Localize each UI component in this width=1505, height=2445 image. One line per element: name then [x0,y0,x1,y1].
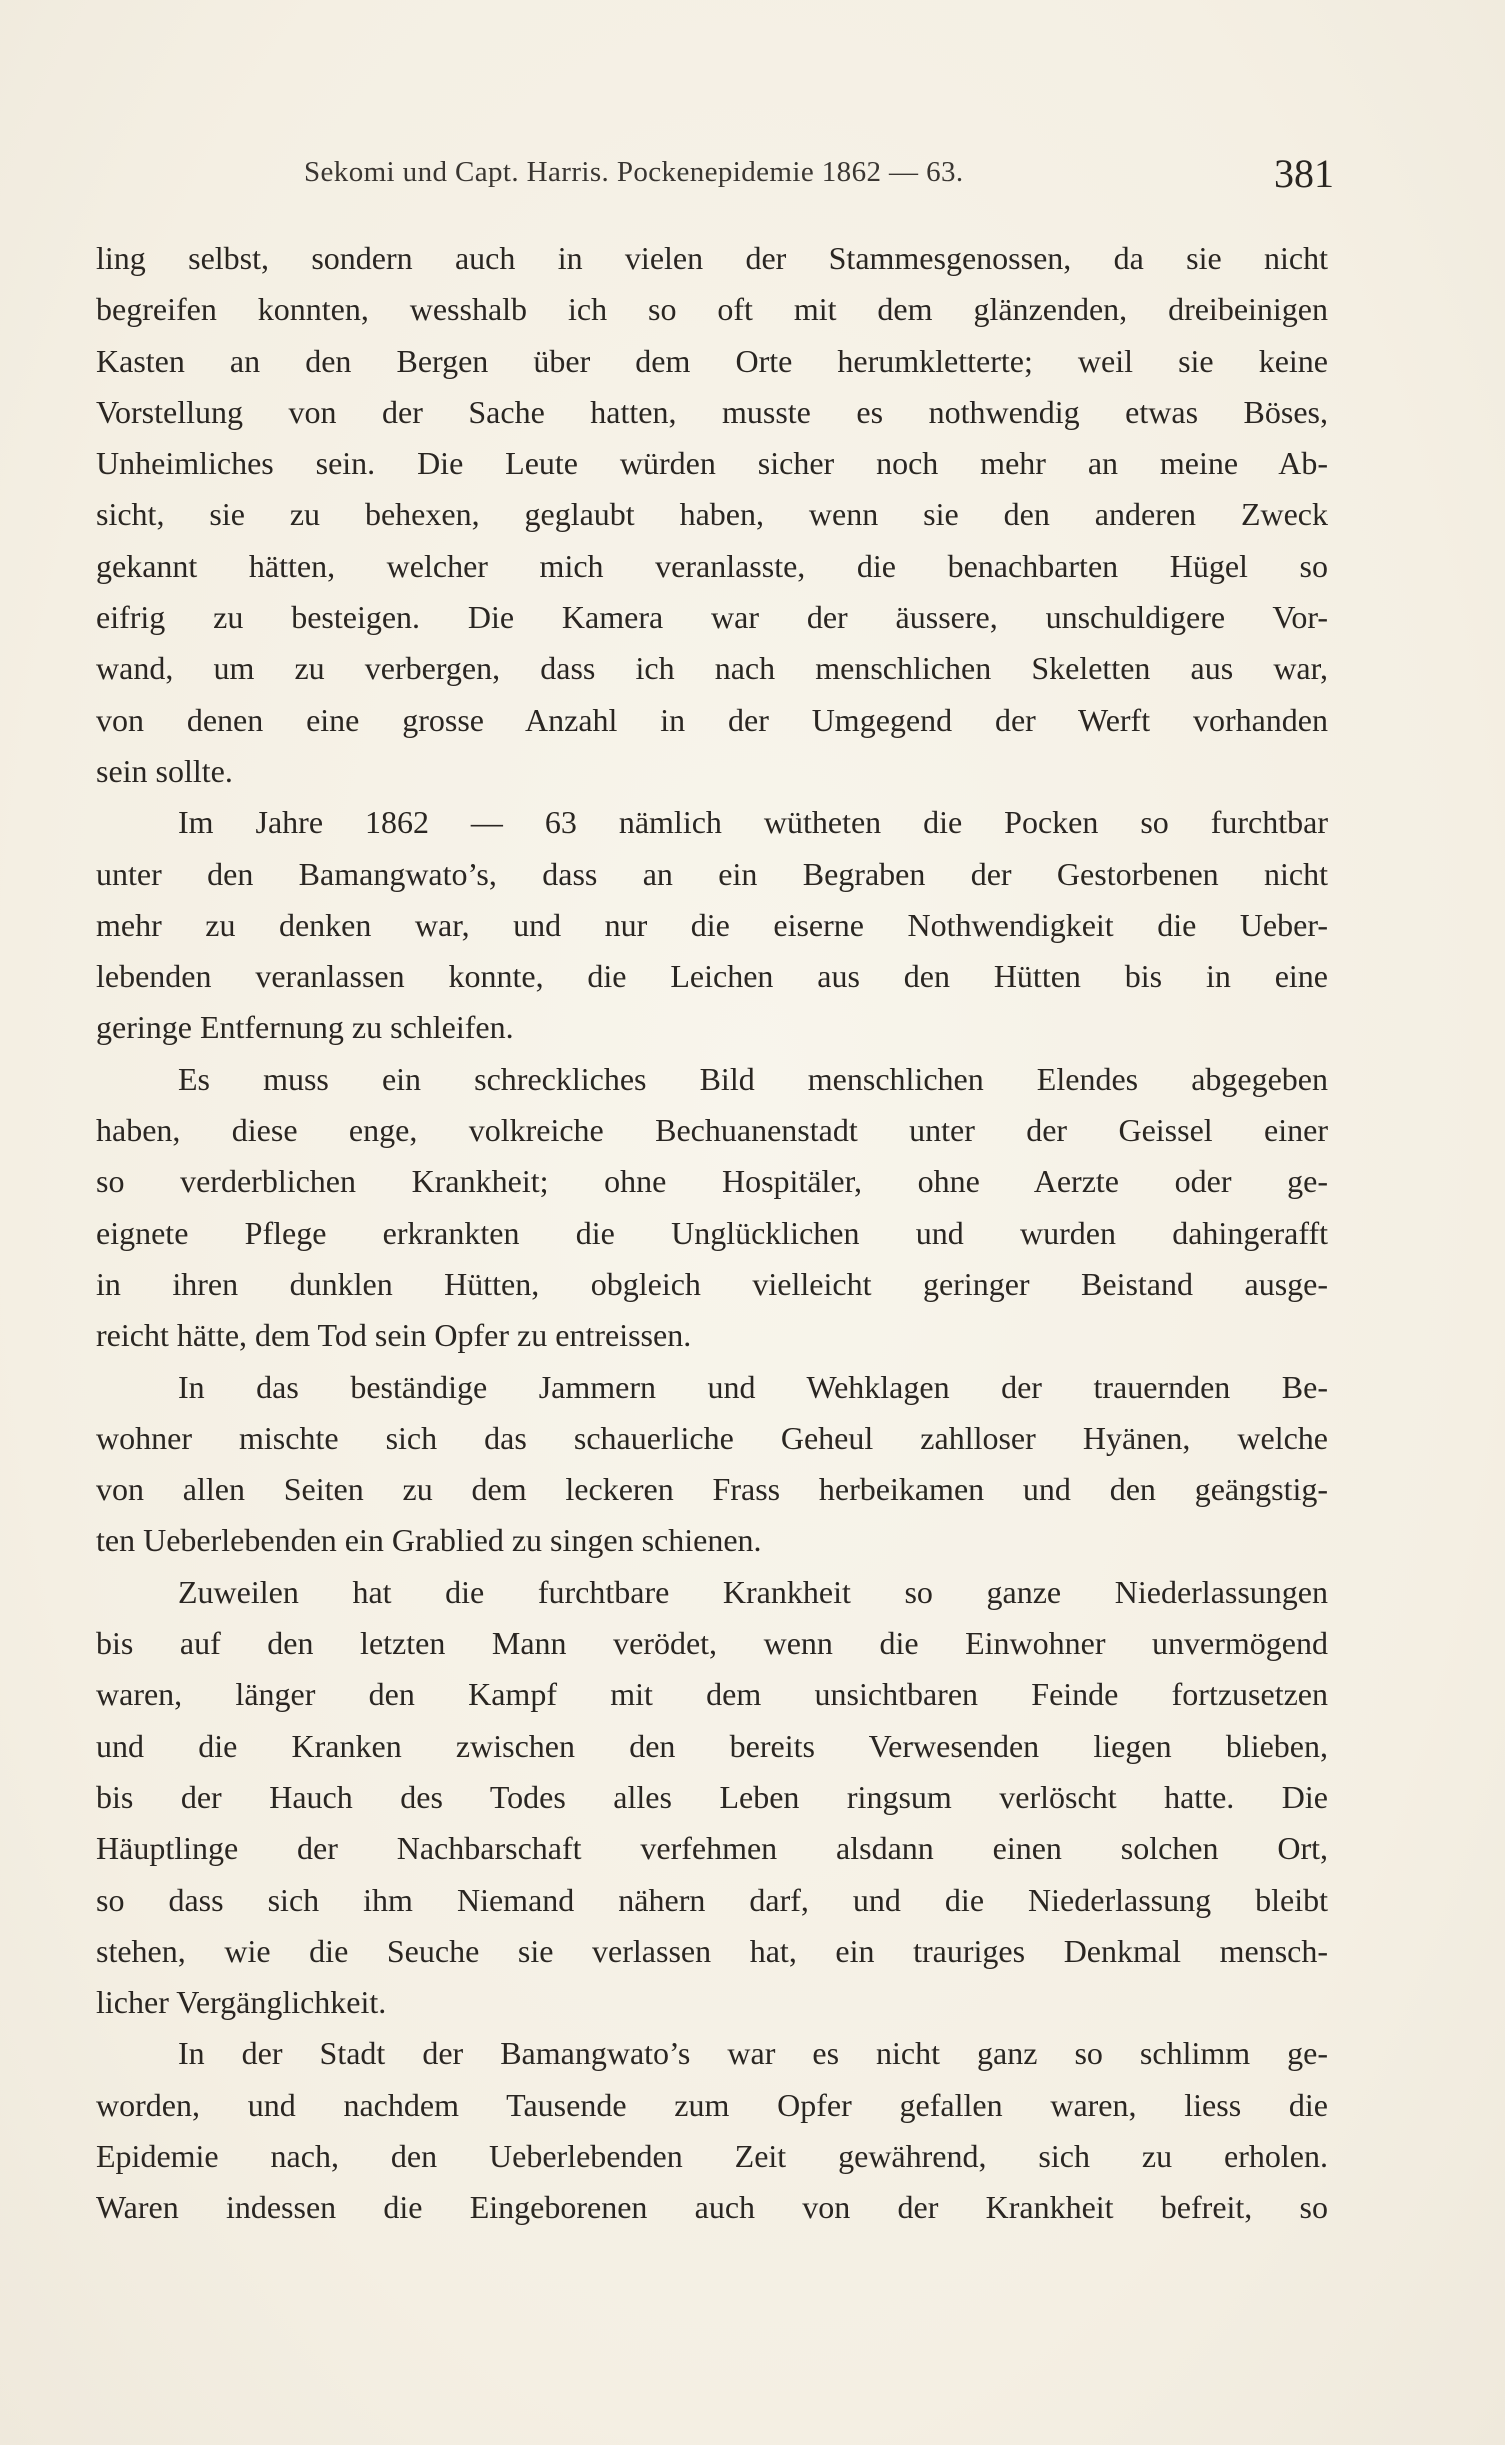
text-line: unter den Bamangwato’s, dass an ein Begraben der Gestorbenen nicht [96,855,1328,892]
text-line: bis der Hauch des Todes alles Leben ringsum verlöscht hatte. Die [96,1778,1328,1815]
text-line: Zuweilen hat die furchtbare Krankheit so ganze Niederlassungen [178,1573,1328,1610]
text-line: Epidemie nach, den Ueberlebenden Zeit gewährend, sich zu erholen. [96,2137,1328,2174]
text-line: Häuptlinge der Nachbarschaft verfehmen alsdann einen solchen Ort, [96,1830,1328,1867]
text-line: Im Jahre 1862 — 63 nämlich wütheten die Pocken so furchtbar [178,804,1328,841]
text-line: geringe Entfernung zu schleifen. [96,1009,514,1046]
text-line: sicht, sie zu behexen, geglaubt haben, wenn sie den anderen Zweck [96,496,1328,533]
text-line: Kasten an den Bergen über dem Orte herumkletterte; weil sie keine [96,342,1328,379]
text-line: reicht hätte, dem Tod sein Opfer zu entreissen. [96,1317,692,1354]
text-line: Es muss ein schreckliches Bild menschlichen Elendes abgegeben [178,1060,1328,1097]
text-line: wand, um zu verbergen, dass ich nach menschlichen Skeletten aus war, [96,650,1328,687]
text-line: waren, länger den Kampf mit dem unsichtbaren Feinde fortzusetzen [96,1676,1328,1713]
text-line: In der Stadt der Bamangwato’s war es nicht ganz so schlimm ge- [178,2035,1328,2072]
text-line: haben, diese enge, volkreiche Bechuanenstadt unter der Geissel einer [96,1112,1328,1149]
running-head-title: Sekomi und Capt. Harris. Pockenepidemie 1862 — 63. [304,156,964,188]
text-line: mehr zu denken war, und nur die eiserne Nothwendigkeit die Ueber- [96,906,1328,943]
text-line: worden, und nachdem Tausende zum Opfer gefallen waren, liess die [96,2086,1328,2123]
text-line: von denen eine grosse Anzahl in der Umgegend der Werft vorhanden [96,701,1328,738]
text-line: sein sollte. [96,752,233,789]
text-line: In das beständige Jammern und Wehklagen der trauernden Be- [178,1368,1328,1405]
text-line: Waren indessen die Eingeborenen auch von der Krankheit befreit, so [96,2189,1328,2226]
text-line: ten Ueberlebenden ein Grablied zu singen schienen. [96,1522,762,1559]
text-line: bis auf den letzten Mann verödet, wenn die Einwohner unvermögend [96,1625,1328,1662]
body-text [96,233,1328,2234]
text-line: lebenden veranlassen konnte, die Leichen aus den Hütten bis in eine [96,958,1328,995]
text-line: von allen Seiten zu dem leckeren Frass herbeikamen und den geängstig- [96,1471,1328,1508]
text-line: licher Vergänglichkeit. [96,1984,387,2021]
text-line: eignete Pflege erkrankten die Unglücklichen und wurden dahingerafft [96,1214,1328,1251]
text-line: ling selbst, sondern auch in vielen der Stammesgenossen, da sie nicht [96,240,1328,276]
text-line: stehen, wie die Seuche sie verlassen hat, ein trauriges Denkmal mensch- [96,1932,1328,1969]
text-line: und die Kranken zwischen den bereits Verwesenden liegen blieben, [96,1727,1328,1764]
page-number: 381 [1274,151,1334,196]
running-head [304,150,1334,200]
text-line: Unheimliches sein. Die Leute würden sicher noch mehr an meine Ab- [96,445,1328,482]
text-line: so verderblichen Krankheit; ohne Hospitäler, ohne Aerzte oder ge- [96,1163,1328,1200]
text-line: Vorstellung von der Sache hatten, musste es nothwendig etwas Böses, [96,393,1328,430]
text-line: eifrig zu besteigen. Die Kamera war der äussere, unschuldigere Vor- [96,599,1328,636]
text-line: wohner mischte sich das schauerliche Geheul zahlloser Hyänen, welche [96,1419,1328,1456]
text-line: in ihren dunklen Hütten, obgleich vielleicht geringer Beistand ausge- [96,1265,1328,1302]
text-line: gekannt hätten, welcher mich veranlasste, die benachbarten Hügel so [96,547,1328,584]
text-line: so dass sich ihm Niemand nähern darf, und die Niederlassung bleibt [96,1881,1328,1918]
text-line: begreifen konnten, wesshalb ich so oft mit dem glänzenden, dreibeinigen [96,291,1328,328]
